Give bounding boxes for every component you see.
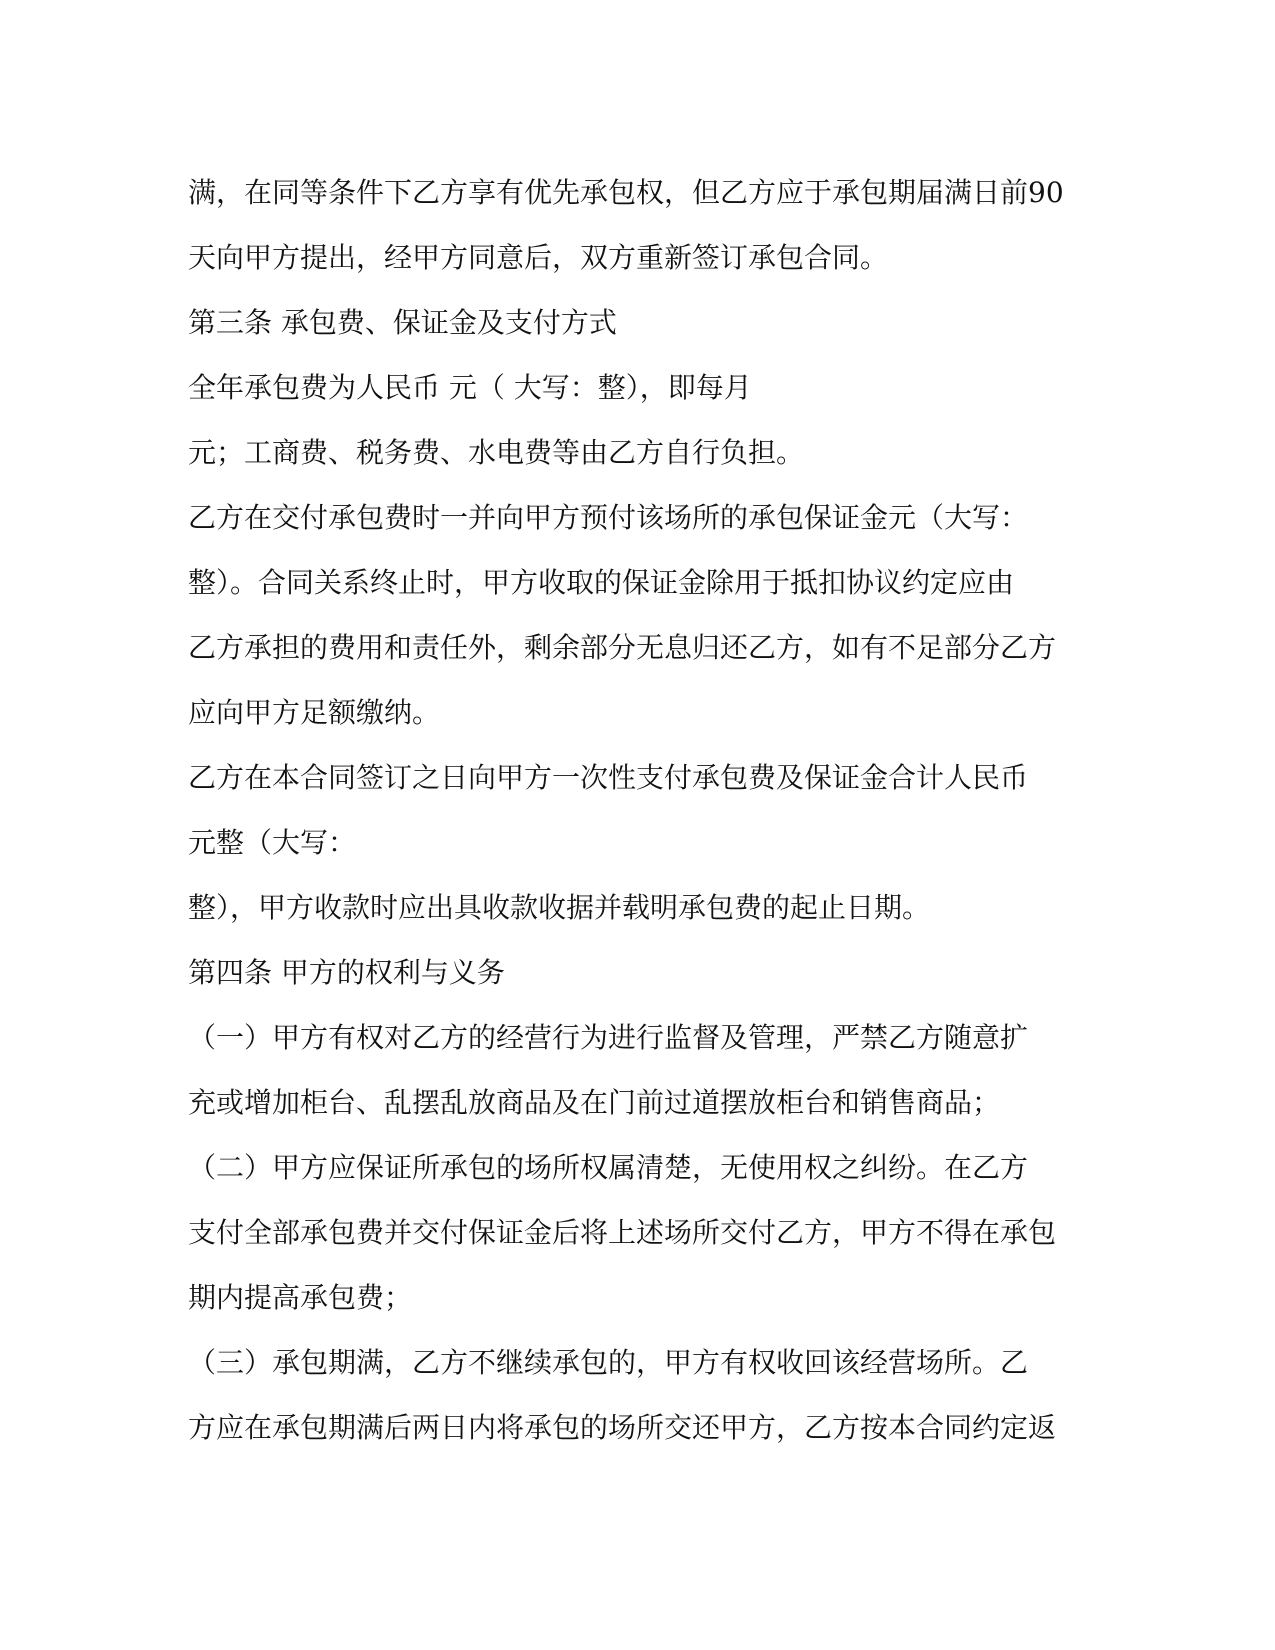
paragraph-line: （一）甲方有权对乙方的经营行为进行监督及管理，严禁乙方随意扩 <box>188 1021 1029 1054</box>
paragraph-line: 元；工商费、税务费、水电费等由乙方自行负担。 <box>188 436 805 469</box>
paragraph-line: 充或增加柜台、乱摆乱放商品及在门前过道摆放柜台和销售商品； <box>188 1086 1001 1119</box>
paragraph-line: 乙方在交付承包费时一并向甲方预付该场所的承包保证金元（大写： <box>188 501 1029 534</box>
paragraph-line: （二）甲方应保证所承包的场所权属清楚，无使用权之纠纷。在乙方 <box>188 1151 1029 1184</box>
paragraph-line: 应向甲方足额缴纳。 <box>188 696 441 729</box>
paragraph-line: 方应在承包期满后两日内将承包的场所交还甲方，乙方按本合同约定返 <box>188 1411 1057 1444</box>
paragraph-line: 支付全部承包费并交付保证金后将上述场所交付乙方，甲方不得在承包 <box>188 1216 1057 1249</box>
paragraph-line: （三）承包期满，乙方不继续承包的，甲方有权收回该经营场所。乙 <box>188 1346 1029 1379</box>
paragraph-line: 整），甲方收款时应出具收款收据并载明承包费的起止日期。 <box>188 891 931 924</box>
paragraph-line: 天向甲方提出，经甲方同意后，双方重新签订承包合同。 <box>188 241 889 274</box>
document-body <box>188 160 1088 1460</box>
paragraph-line: 乙方在本合同签订之日向甲方一次性支付承包费及保证金合计人民币 <box>188 761 1029 794</box>
paragraph-line: 期内提高承包费； <box>188 1281 413 1314</box>
paragraph-line: 整）。合同关系终止时，甲方收取的保证金除用于抵扣协议约定应由 <box>188 566 1015 599</box>
section-heading: 第四条 甲方的权利与义务 <box>188 956 505 989</box>
paragraph-line: 元整（大写： <box>188 826 357 859</box>
paragraph-line: 满，在同等条件下乙方享有优先承包权，但乙方应于承包期届满日前90 <box>188 176 1064 209</box>
section-heading: 第三条 承包费、保证金及支付方式 <box>188 306 617 339</box>
paragraph-line: 乙方承担的费用和责任外，剩余部分无息归还乙方，如有不足部分乙方 <box>188 631 1057 664</box>
paragraph-line: 全年承包费为人民币 元（ 大写：整），即每月 <box>188 371 752 404</box>
